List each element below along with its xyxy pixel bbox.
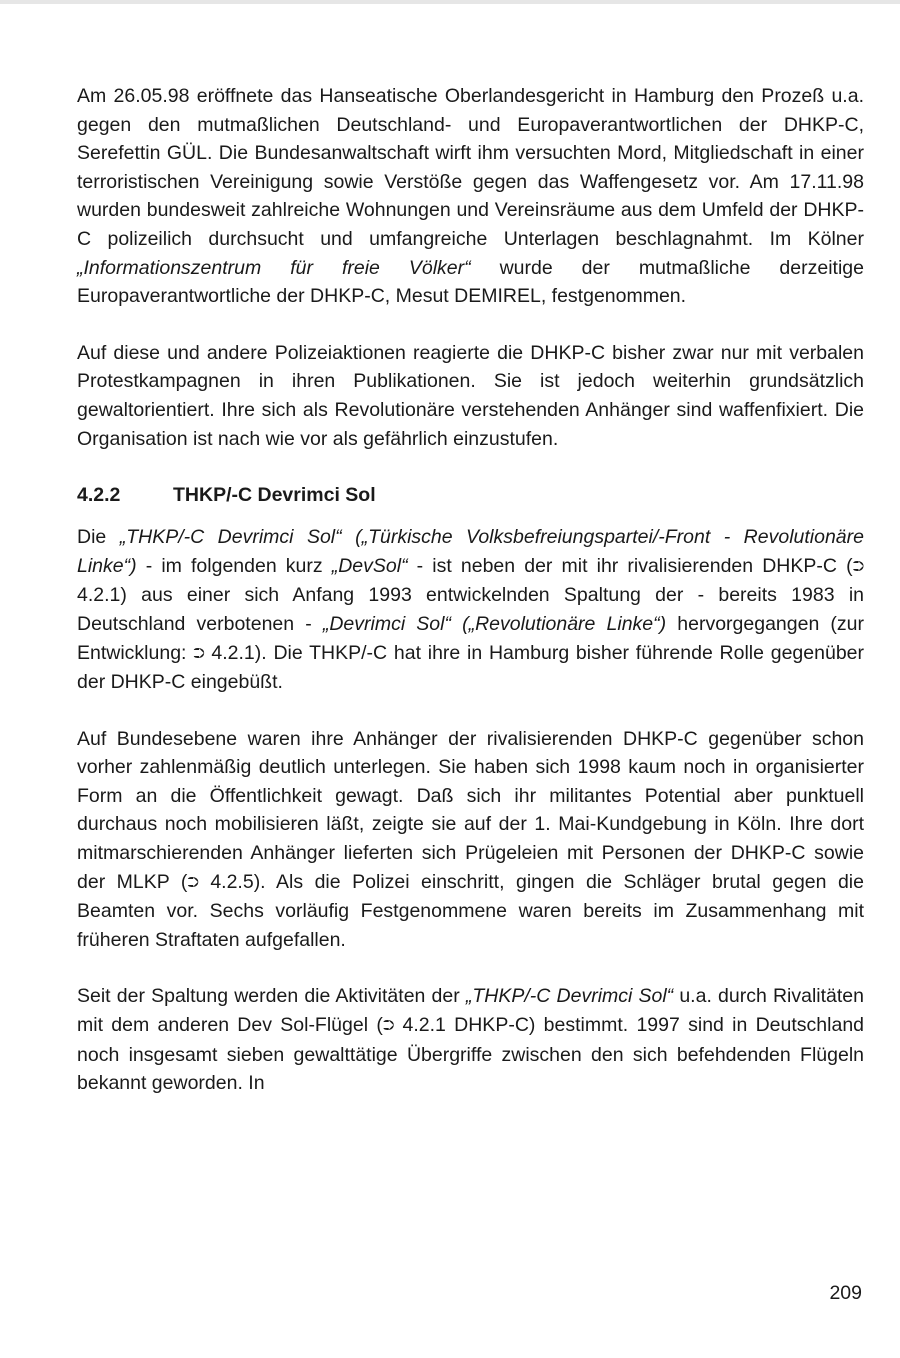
section-heading: [77, 481, 864, 509]
text-run: Die: [77, 526, 120, 549]
text-run: Seit der Spaltung werden die Aktivitäten der: [77, 985, 466, 1008]
text-run: Am 26.05.98 eröffnete das Hanseatische Oberlandesgericht in Hamburg den Prozeß u.a. gegen den mutmaßlichen Deutschland- und Europaverantwortlichen der DHKP-C, Serefettin GÜL. Die Bundesanwaltschaft wirft ihm versuchten Mord, Mitgliedschaft in einer terroristischen Vereinigung sowie Verstöße gegen das Waffengesetz vor. Am 17.11.98 wurden bundesweit zahlreiche Wohnungen und Vereinsräume aus dem Umfeld der DHKP-C polizeilich durchsucht und umfangreiche Unterlagen beschlagnahmt. Im Kölner: [77, 85, 864, 250]
top-scan-edge: [0, 0, 900, 4]
text-run: hervorgegangen (zur Entwicklung:: [77, 612, 865, 664]
paragraph-devsol-intro: [77, 523, 864, 697]
cross-reference-arrow-icon: ⮊: [193, 644, 205, 662]
italic-run: „Informationszentrum für freie Völker“: [77, 256, 471, 279]
paragraph-spaltung: [77, 982, 864, 1097]
text-run: ). Die THKP/-C hat ihre in Hamburg bisher führende Rolle gegenüber der DHKP-C eingebüßt.: [77, 641, 864, 694]
text-run: Auf Bundesebene waren ihre Anhänger der rivalisierenden DHKP-C gegenüber schon vorher zahlenmäßig deutlich unterlegen. Sie haben sich 1998 kaum noch in organisierter Form an die Öffentlichkeit gewagt. Daß sich ihr militantes Potential aber punktuell durchaus noch mobilisieren läßt, zeigte sie auf der 1. Mai-Kundgebung in Köln. Ihre dort mitmarschierenden Anhänger lieferten sich Prügeleien mit Personen der DHKP-C sowie der MLKP (: [77, 727, 864, 893]
cross-reference: 4.2.1 DHKP-C: [402, 1014, 529, 1037]
text-run: ). Als die Polizei einschritt, gingen die Schläger brutal gegen die Beamten vor. Sechs vorläufig Festgenommene waren bereits im Zusammenhang mit früheren Straftaten aufgefallen.: [77, 870, 864, 951]
paragraph-gewaltorientiert: Auf diese und andere Polizeiaktionen reagierte die DHKP-C bisher zwar nur mit verbalen Protestkampagnen in ihren Publikationen. Sie ist jedoch weiterhin grundsätzlich gewaltorientiert. Ihre sich als Revolutionäre verstehenden Anhänger sind waffenfixiert. Die Organisation ist nach wie vor als gefährlich einzustufen.: [77, 341, 864, 450]
text-run: ) aus einer sich Anfang 1993 entwickelnden Spaltung der - bereits 1983 in Deutschland verbotenen -: [77, 584, 864, 635]
page-number: 209: [829, 1282, 862, 1304]
paragraph-prozess-gul: [77, 82, 864, 311]
cross-reference-arrow-icon: ⮊: [382, 1017, 395, 1035]
italic-run: „DevSol“: [331, 554, 408, 577]
section-title: THKP/-C Devrimci Sol: [173, 484, 376, 507]
italic-run: „THKP/-C Devrimci Sol“: [465, 985, 674, 1008]
text-run: ) bestimmt. 1997 sind in Deutschland noch insgesamt sieben gewalttätige Übergriffe zwischen den sich befehdenden Flügeln bekannt geworden. In: [77, 1014, 865, 1095]
paragraph-bundesebene: [77, 725, 864, 955]
cross-reference-arrow-icon: ⮊: [187, 873, 199, 891]
italic-run: „Devrimci Sol“ („Revolutionäre Linke“): [322, 612, 667, 635]
document-page: [77, 82, 864, 1126]
text-run: - ist neben der mit ihr rivalisierenden DHKP-C (: [407, 554, 853, 577]
text-run: u.a. durch Rivalitäten mit dem anderen Dev Sol-Flügel (: [77, 985, 864, 1037]
cross-reference: 4.2.5: [210, 870, 254, 893]
text-run: wurde der mutmaßliche derzeitige Europaverantwortliche der DHKP-C, Mesut DEMIREL, festgenommen.: [77, 256, 864, 308]
cross-reference: 4.2.1: [77, 584, 121, 607]
text-run: - im folgenden kurz: [136, 554, 332, 577]
section-number: 4.2.2: [77, 484, 121, 507]
cross-reference: 4.2.1: [211, 641, 255, 664]
italic-run: „THKP/-C Devrimci Sol“ („Türkische Volksbefreiungspartei/-Front - Revolutionäre Linke“): [77, 526, 864, 577]
cross-reference-arrow-icon: ⮊: [852, 557, 864, 575]
